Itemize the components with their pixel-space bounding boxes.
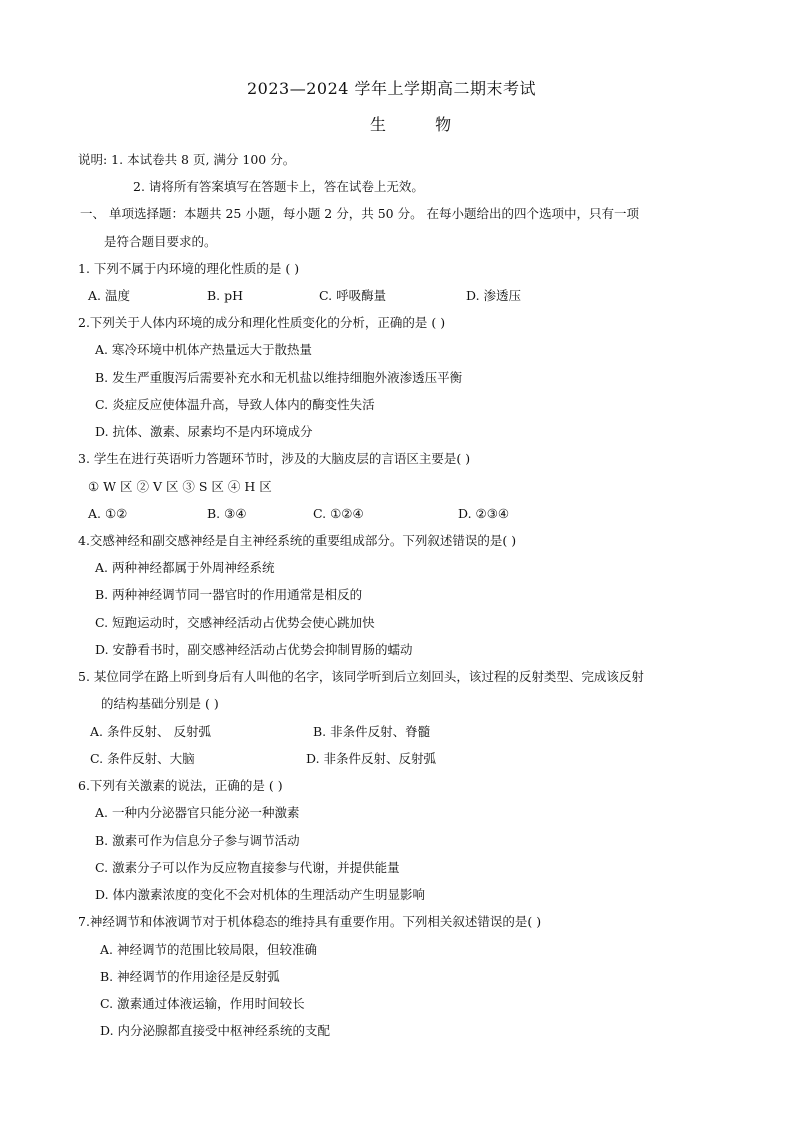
instruction-line-2: 2. 请将所有答案填写在答题卡上，答在试卷上无效。 <box>133 179 424 194</box>
section-header-line-2: 是符合题目要求的。 <box>104 234 217 249</box>
q3-items: ① W 区 ② V 区 ③ S 区 ④ H 区 <box>88 479 272 494</box>
q1-stem: 1. 下列不属于内环境的理化性质的是 ( ) <box>78 261 300 276</box>
q2-option-a: A. 寒冷环境中机体产热量远大于散热量 <box>95 342 312 357</box>
subject-title: 生 物 <box>370 115 474 134</box>
q3-option-c: C. ①②④ <box>313 506 364 521</box>
instruction-line-1: 说明: 1. 本试卷共 8 页, 满分 100 分。 <box>78 152 296 167</box>
q1-option-b: B. pH <box>207 288 244 303</box>
q6-option-c: C. 激素分子可以作为反应物直接参与代谢，并提供能量 <box>95 860 400 875</box>
q5-option-b: B. 非条件反射、脊髓 <box>313 724 431 739</box>
q7-option-b: B. 神经调节的作用途径是反射弧 <box>100 969 280 984</box>
q1-option-d: D. 渗透压 <box>466 288 522 303</box>
q3-stem: 3. 学生在进行英语听力答题环节时，涉及的大脑皮层的言语区主要是( ) <box>78 451 471 466</box>
q6-option-b: B. 激素可作为信息分子参与调节活动 <box>95 833 300 848</box>
q5-stem-line-2: 的结构基础分别是 ( ) <box>101 696 219 711</box>
q5-option-c: C. 条件反射、大脑 <box>90 751 195 766</box>
section-header-line-1: 一、 单项选择题：本题共 25 小题，每小题 2 分，共 50 分。 在每小题给出的四个选项中，只有一项 <box>80 206 640 221</box>
q2-stem: 2.下列关于人体内环境的成分和理化性质变化的分析，正确的是 ( ) <box>78 315 446 330</box>
q4-option-d: D. 安静看书时，副交感神经活动占优势会抑制胃肠的蠕动 <box>95 642 413 657</box>
q6-option-a: A. 一种内分泌器官只能分泌一种激素 <box>95 805 300 820</box>
q7-option-a: A. 神经调节的范围比较局限，但较准确 <box>100 942 317 957</box>
q7-stem: 7.神经调节和体液调节对于机体稳态的维持具有重要作用。下列相关叙述错误的是( ) <box>78 914 542 929</box>
q3-option-a: A. ①② <box>88 506 128 521</box>
q5-stem-line-1: 5. 某位同学在路上听到身后有人叫他的名字，该同学听到后立刻回头，该过程的反射类型、完成该反射 <box>78 669 644 684</box>
q5-option-a: A. 条件反射、 反射弧 <box>90 724 211 739</box>
q4-option-c: C. 短跑运动时，交感神经活动占优势会使心跳加快 <box>95 615 375 630</box>
q6-stem: 6.下列有关激素的说法，正确的是 ( ) <box>78 778 283 793</box>
q3-option-b: B. ③④ <box>207 506 247 521</box>
q7-option-c: C. 激素通过体液运输，作用时间较长 <box>100 996 305 1011</box>
exam-title: 2023—2024 学年上学期高二期末考试 <box>247 79 537 98</box>
q6-option-d: D. 体内激素浓度的变化不会对机体的生理活动产生明显影响 <box>95 887 426 902</box>
q4-stem: 4.交感神经和副交感神经是自主神经系统的重要组成部分。下列叙述错误的是( ) <box>78 533 517 548</box>
q2-option-c: C. 炎症反应使体温升高，导致人体内的酶变性失活 <box>95 397 375 412</box>
q4-option-a: A. 两种神经都属于外周神经系统 <box>95 560 275 575</box>
q2-option-b: B. 发生严重腹泻后需要补充水和无机盐以维持细胞外液渗透压平衡 <box>95 370 463 385</box>
q4-option-b: B. 两种神经调节同一器官时的作用通常是相反的 <box>95 587 363 602</box>
q2-option-d: D. 抗体、激素、尿素均不是内环境成分 <box>95 424 313 439</box>
q3-option-d: D. ②③④ <box>458 506 510 521</box>
q1-option-c: C. 呼吸酶量 <box>319 288 387 303</box>
q5-option-d: D. 非条件反射、反射弧 <box>306 751 437 766</box>
q1-option-a: A. 温度 <box>88 288 130 303</box>
q7-option-d: D. 内分泌腺都直接受中枢神经系统的支配 <box>100 1023 331 1038</box>
